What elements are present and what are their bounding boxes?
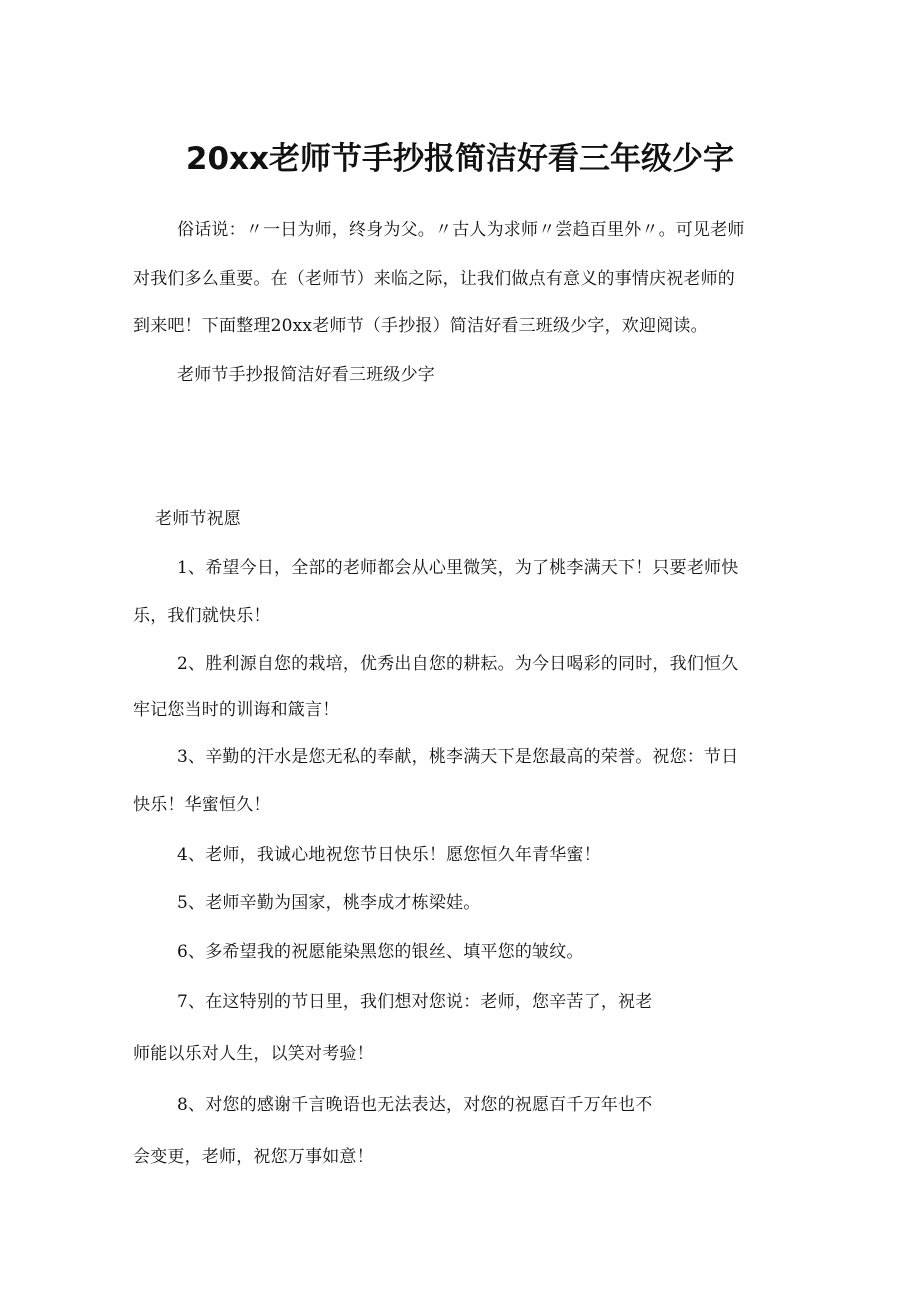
wish-8-line-2: 会变更，老师，祝您万事如意！	[133, 1147, 374, 1167]
wish-3-line-2: 快乐！华蜜恒久！	[133, 795, 271, 815]
wish-1-line-1: 1、希望今日，全部的老师都会从心里微笑，为了桃李满天下！只要老师快	[177, 558, 739, 578]
document-title: 20xx老师节手抄报简洁好看三年级少字	[185, 141, 735, 177]
wish-2-line-1: 2、胜利源自您的栽培，优秀出自您的耕耘。为今日喝彩的同时，我们恒久	[177, 654, 739, 674]
section-heading: 老师节祝愿	[155, 509, 241, 529]
wish-6-line-1: 6、多希望我的祝愿能染黑您的银丝、填平您的皱纹。	[177, 942, 584, 962]
wish-7-line-2: 师能以乐对人生，以笑对考验！	[133, 1044, 374, 1064]
wish-2-line-2: 牢记您当时的训诲和箴言！	[133, 700, 340, 720]
intro-line-3: 到来吧！下面整理20xx老师节（手抄报）简洁好看三班级少字，欢迎阅读。	[133, 316, 708, 336]
wish-3-line-1: 3、辛勤的汗水是您无私的奉献，桃李满天下是您最高的荣誉。祝您：节日	[177, 747, 739, 767]
intro-line-1: 俗话说：〃一日为师，终身为父。〃古人为求师〃尝趋百里外〃。可见老师	[177, 220, 745, 240]
wish-1-line-2: 乐，我们就快乐！	[133, 606, 271, 626]
wish-4-line-1: 4、老师，我诚心地祝您节日快乐！愿您恒久年青华蜜！	[177, 845, 601, 865]
wish-5-line-1: 5、老师辛勤为国家，桃李成才栋梁娃。	[177, 893, 481, 913]
wish-7-line-1: 7、在这特别的节日里，我们想对您说：老师，您辛苦了，祝老	[177, 992, 653, 1012]
subtitle: 老师节手抄报简洁好看三班级少字	[177, 365, 435, 385]
wish-8-line-1: 8、对您的感谢千言晚语也无法表达，对您的祝愿百千万年也不	[177, 1095, 653, 1115]
intro-line-2: 对我们多么重要。在（老师节）来临之际，让我们做点有意义的事情庆祝老师的	[133, 269, 735, 289]
